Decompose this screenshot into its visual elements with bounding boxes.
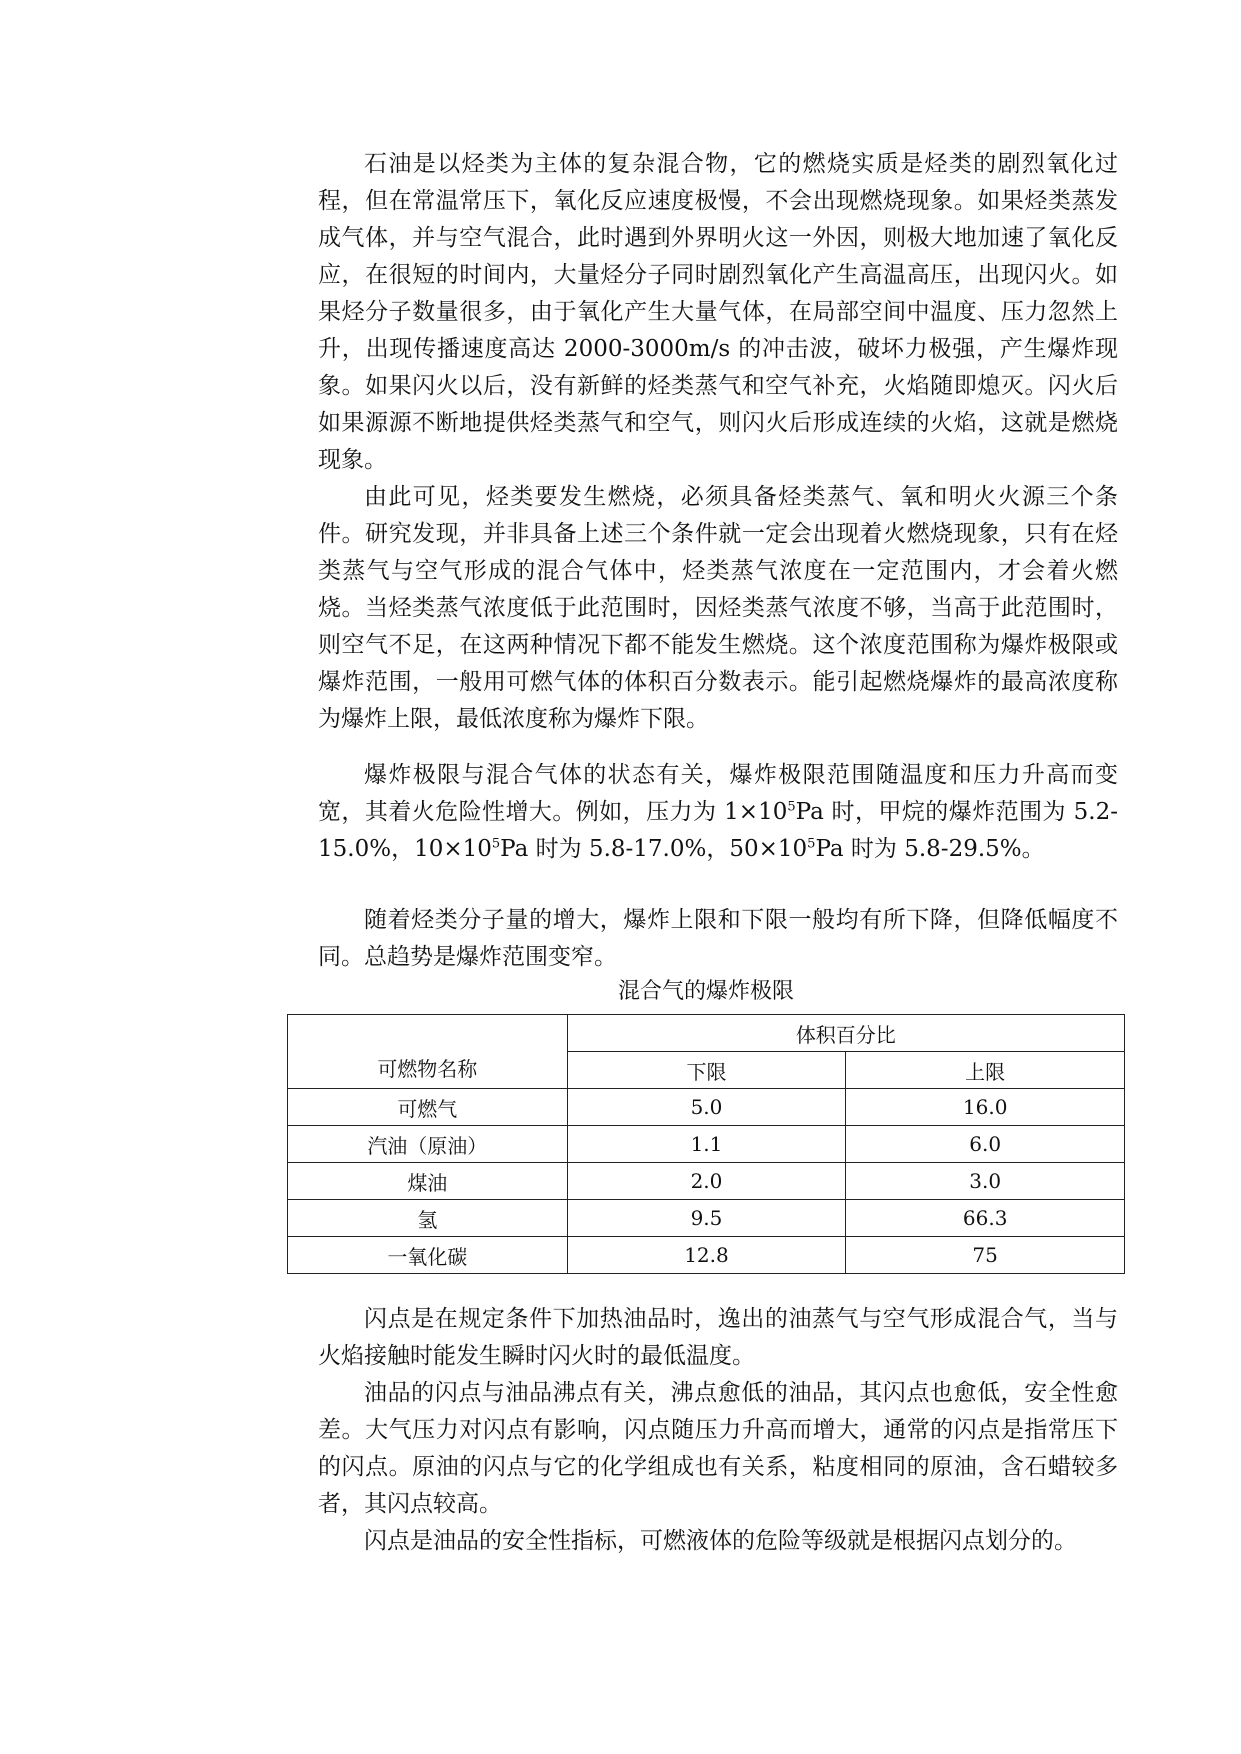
- text-fragment: Pa 时，甲烷的爆炸范围为 5.2-15.0%，10×10: [318, 799, 1118, 862]
- cell-lower: 2.0: [567, 1163, 846, 1200]
- header-substance-name: 可燃物名称: [288, 1015, 568, 1089]
- header-volume-percent: 体积百分比: [567, 1015, 1124, 1052]
- cell-upper: 16.0: [846, 1089, 1125, 1126]
- text-block-combustion: [318, 146, 1118, 738]
- cell-upper: 66.3: [846, 1200, 1125, 1237]
- exponent: 5: [807, 836, 816, 852]
- table-row: [288, 1089, 1125, 1126]
- paragraph-flash-point-definition: 闪点是在规定条件下加热油品时，逸出的油蒸气与空气形成混合气，当与火焰接触时能发生瞬时闪火时的最低温度。: [318, 1306, 1118, 1369]
- text-block-molecular-weight: [318, 902, 1118, 976]
- text-fragment: 爆炸极限与混合气体的状态有关，爆炸极限范围随温度和压力升高而变宽，其着火危险性增大。例如，压力为 1×10: [318, 762, 1118, 825]
- cell-upper: 75: [846, 1237, 1125, 1274]
- header-lower-limit: 下限: [567, 1052, 846, 1089]
- table-header-row: [288, 1015, 1125, 1052]
- text-fragment: Pa 时为 5.8-17.0%，50×10: [500, 836, 808, 862]
- cell-name: 一氧化碳: [288, 1237, 568, 1274]
- cell-name: 可燃气: [288, 1089, 568, 1126]
- explosion-limits-table: [287, 1014, 1125, 1274]
- paragraph-flash-point-safety: 闪点是油品的安全性指标，可燃液体的危险等级就是根据闪点划分的。: [364, 1528, 1077, 1554]
- cell-name: 汽油（原油）: [288, 1126, 568, 1163]
- text-fragment: Pa 时为 5.8-29.5%。: [815, 836, 1045, 862]
- paragraph-flash-point-factors: 油品的闪点与油品沸点有关，沸点愈低的油品，其闪点也愈低，安全性愈差。大气压力对闪点有影响，闪点随压力升高而增大，通常的闪点是指常压下的闪点。原油的闪点与它的化学组成也有关系，粘度相同的原油，含石蜡较多者，其闪点较高。: [318, 1380, 1118, 1517]
- header-upper-limit: 上限: [846, 1052, 1125, 1089]
- cell-lower: 1.1: [567, 1126, 846, 1163]
- table-caption: 混合气的爆炸极限: [617, 979, 794, 1004]
- paragraph-explosion-limits: 由此可见，烃类要发生燃烧，必须具备烃类蒸气、氧和明火火源三个条件。研究发现，并非具备上述三个条件就一定会出现着火燃烧现象，只有在烃类蒸气与空气形成的混合气体中，烃类蒸气浓度在一定范围内，才会着火燃烧。当烃类蒸气浓度低于此范围时，因烃类蒸气浓度不够，当高于此范围时，则空气不足，在这两种情况下都不能发生燃烧。这个浓度范围称为爆炸极限或爆炸范围，一般用可燃气体的体积百分数表示。能引起燃烧爆炸的最高浓度称为爆炸上限，最低浓度称为爆炸下限。: [318, 484, 1118, 732]
- cell-name: 煤油: [288, 1163, 568, 1200]
- text-block-flash-point: [318, 1301, 1118, 1560]
- paragraph-pressure-effect: [318, 757, 1118, 868]
- exponent: 5: [787, 799, 796, 815]
- paragraph-molecular-weight: 随着烃类分子量的增大，爆炸上限和下限一般均有所下降，但降低幅度不同。总趋势是爆炸范围变窄。: [318, 907, 1118, 970]
- table-row: [288, 1237, 1125, 1274]
- table-row: [288, 1126, 1125, 1163]
- cell-upper: 6.0: [846, 1126, 1125, 1163]
- text-block-pressure: [318, 757, 1118, 868]
- cell-upper: 3.0: [846, 1163, 1125, 1200]
- paragraph-combustion-mechanism: 石油是以烃类为主体的复杂混合物，它的燃烧实质是烃类的剧烈氧化过程，但在常温常压下，氧化反应速度极慢，不会出现燃烧现象。如果烃类蒸发成气体，并与空气混合，此时遇到外界明火这一外因，则极大地加速了氧化反应，在很短的时间内，大量烃分子同时剧烈氧化产生高温高压，出现闪火。如果烃分子数量很多，由于氧化产生大量气体，在局部空间中温度、压力忽然上升，出现传播速度高达 2000-3000m/s 的冲击波，破坏力极强，产生爆炸现象。如果闪火以后，没有新鲜的烃类蒸气和空气补充，火焰随即熄灭。闪火后如果源源不断地提供烃类蒸气和空气，则闪火后形成连续的火焰，这就是燃烧现象。: [318, 151, 1118, 473]
- cell-lower: 9.5: [567, 1200, 846, 1237]
- exponent: 5: [491, 836, 501, 852]
- cell-lower: 12.8: [567, 1237, 846, 1274]
- table-row: [288, 1163, 1125, 1200]
- cell-name: 氢: [288, 1200, 568, 1237]
- table-row: [288, 1200, 1125, 1237]
- cell-lower: 5.0: [567, 1089, 846, 1126]
